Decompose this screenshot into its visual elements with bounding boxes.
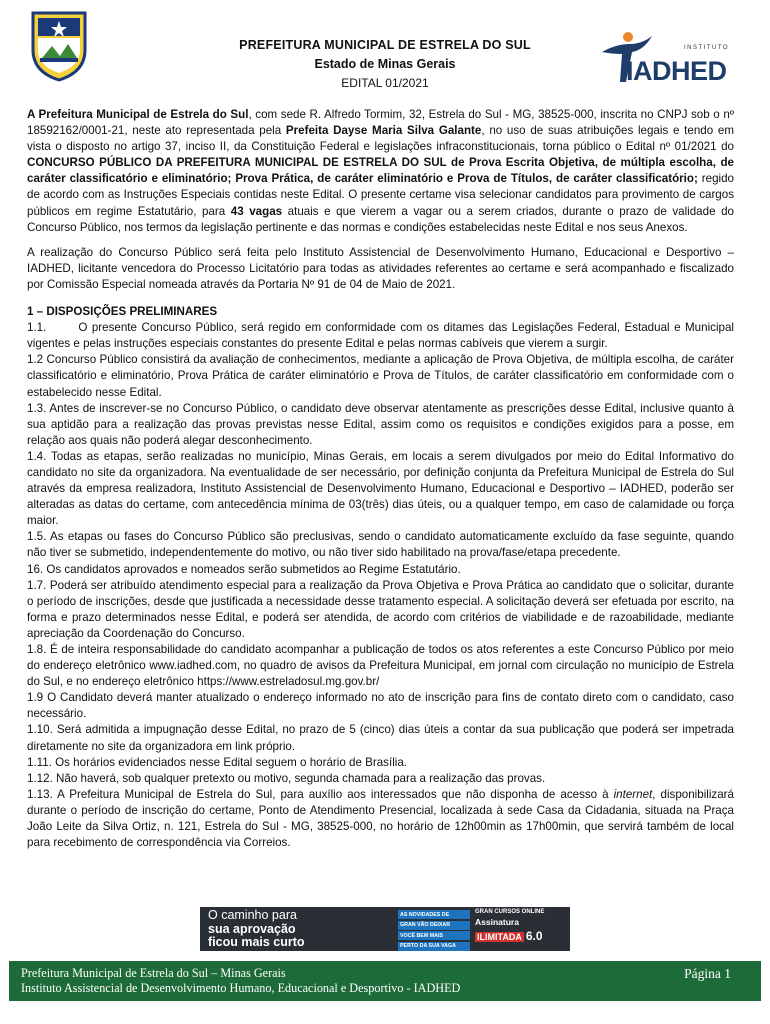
item-text: , disponibilizará durante o período de inscrição do certame, Ponto de Atendimento Presencial, localizada à sede Casa da Cidadania, situada na Praça João Leite da Silva Ortiz, n. 121, Estrela do Sul - MG, 38525-000, no horário de 12h00min as 17h00min, que servirá também de local para recebimento de correspondência via Correios. [27,787,734,850]
item-1-3: 1.3. Antes de inscrever-se no Concurso Público, o candidato deve observar atentamente as prescrições desse Edital, inclusive quanto à sua aptidão para a realização das provas previstas nesse Edital, assim como os requisitos e condições exigidos para a posse, em relação aos quais não poderá alegar desconhecimento. [27,401,734,447]
logo-instituto-text: INSTITUTO [684,45,730,51]
item-1-8: 1.8. É de inteira responsabilidade do candidato acompanhar a publicação de todos os atos referentes a este Concurso Público por meio do endereço eletrônico www.iadhed.com, no quadro de avisos da Prefeitura Municipal, em jornal com circulação no município de Estrela do Sul, e no endereço eletrônico https://www.estreladosul.mg.gov.br/ [27,643,734,689]
municipal-crest-logo [30,10,88,82]
header-title: PREFEITURA MUNICIPAL DE ESTRELA DO SUL [239,38,531,52]
ad-line-3: ficou mais curto [208,935,305,949]
organizer-paragraph: A realização do Concurso Público será feita pelo Instituto Assistencial de Desenvolvimento Humano, Educacional e Desportivo – IADHED, licitante vencedora do Processo Licitatório para todas as atividades referentes ao certame e será acompanhado e fiscalizado por Comissão Especial nomeada através da Portaria Nº 91 de 04 de Maio de 2021. [27,245,734,291]
item-number: 1.1. [27,321,47,335]
item-1-4: 1.4. Todas as etapas, serão realizadas no município, Minas Gerais, em locais a serem divulgados por meio do Edital Informativo do candidato no site da organizadora. Na eventualidade de ser necessário, por definição conjunta da Prefeitura Municipal de Estrela do Sul através da empresa realizadora, Instituto Assistencial de Desenvolvimento Humano, Educacional e Desportivo – IADHED, poderão ser alteradas as datas do certame, com antecedência mínima de 03(três) dias úteis, ou a qualquer tempo, em caso de calamidade ou força maior. [27,449,734,528]
ad-offer [475,909,567,945]
item-1-2: 1.2 Concurso Público consistirá da avaliação de conhecimentos, mediante a aplicação de Prova Objetiva, de múltipla escolha, de caráter classificatório e eliminatório, Prova Prática de caráter eliminatório e Prova de Títulos, de caráter classificatório em conformidade com o estabelecido nesse Edital. [27,353,734,399]
ad-tags [398,910,470,951]
intro-entity: A Prefeitura Municipal de Estrela do Sul [27,108,249,121]
ad-headline [208,909,305,950]
section-title: 1 – DISPOSIÇÕES PRELIMINARES [27,305,218,319]
item-1-1 [27,320,734,352]
header-edital: EDITAL 01/2021 [341,76,429,90]
item-text: 1.13. A Prefeitura Municipal de Estrela do Sul, para auxílio aos interessados que não disponha de acesso à [27,787,614,801]
ad-tag: GRAN VÃO DEIXAR [398,921,470,930]
footer-line-1: Prefeitura Municipal de Estrela do Sul – Minas Gerais [21,966,286,980]
item-text: O presente Concurso Público, será regido em conformidade com os ditames das Legislações Federal, Estadual e Municipal vigentes e pelas instruções especiais constantes do presente Edital e pelas normas cabíveis que vierem a surgir. [27,321,734,351]
item-1-13 [27,787,734,851]
ad-brand: GRAN CURSOS ONLINE [475,909,545,915]
footer-line-2: Instituto Assistencial de Desenvolvimento Humano, Educacional e Desportivo - IADHED [21,981,461,995]
item-1-7: 1.7. Poderá ser atribuído atendimento especial para a realização da Prova Objetiva e Prova Prática ao candidato que o solicitar, durante o período de inscrições, desde que justificada a necessidade desse tratamento especial. A solicitação deverá ser efetuada por escrito, na forma e prazo determinados nesse Edital, e poderá ser atendida, de acordo com critérios de viabilidade e de razoabilidade, mediante apreciação da Coordenação do Concurso. [27,578,734,640]
ad-line-1: O caminho para [208,908,297,922]
intro-contest: CONCURSO PÚBLICO DA PREFEITURA MUNICIPAL DE ESTRELA DO SUL de Prova Escrita Objetiva, de múltipla escolha, de caráter classificatório e eliminatório; Prova Prática, de caráter eliminatório e Prova de Títulos, de caráter classificatório; [27,156,734,186]
intro-text-4: atuais e que vierem a vagar ou a serem criados, durante o prazo de validade do Concurso Público, nos termos da legislação pertinente e das normas e condições estabelecidas neste Edital e nos seus Anexos. [27,204,734,234]
intro-text-3: regido de acordo com as Instruções Especiais contidas neste Edital. O presente certame visa selecionar candidatos para provimento de cargos públicos em regime Estatutário, para [27,172,735,218]
intro-text-2: , no uso de suas atribuições legais e tendo em vista o disposto no artigo 37, inciso II, da Constituição Federal e legislações infraconstitucionais, torna público o Edital nº 01/2021 do [27,124,734,154]
page-number: Página 1 [684,966,731,981]
edital-body [27,107,734,851]
intro-text-1: , com sede R. Alfredo Tormim, 32, Estrela do Sul - MG, 38525-000, inscrita no CNPJ sob o nº 18592162/0001-21, neste ato representada pela [27,108,734,138]
ad-version: 6.0 [525,929,543,943]
item-1-6: 16. Os candidatos aprovados e nomeados serão submetidos ao Regime Estatutário. [27,562,461,576]
ad-tag: PERTO DA SUA VAGA [398,942,470,951]
ad-tag: VOCÊ BEM MAIS [398,931,470,940]
page-footer [9,961,761,1001]
header-state: Estado de Minas Gerais [314,57,456,71]
item-internet: internet [613,787,653,801]
item-1-11: 1.11. Os horários evidenciados nesse Edital seguem o horário de Brasília. [27,755,408,769]
item-1-9: 1.9 O Candidato deverá manter atualizado o endereço informado no ato de inscrição para fins de contato direto com o candidato, caso necessário. [27,691,734,721]
ad-line-2: sua aprovação [208,921,296,936]
logo-iadhed-text: IADHED [626,56,727,86]
item-1-12: 1.12. Não haverá, sob qualquer pretexto ou motivo, segunda chamada para a realização das provas. [27,771,546,785]
intro-vacancies: 43 vagas [230,204,283,218]
item-1-10: 1.10. Será admitida a impugnação desse Edital, no prazo de 5 (cinco) dias úteis a contar da sua publicação que poderá ser impetrada diretamente no site da organizadora em link próprio. [27,723,734,753]
intro-mayor: Prefeita Dayse Maria Silva Galante [285,124,482,138]
iadhed-logo [596,30,734,86]
intro-paragraph [27,107,734,236]
item-1-5: 1.5. As etapas ou fases do Concurso Público são preclusivas, sendo o candidato automaticamente excluído da fase seguinte, quando não tiver se submetido, independentemente do motivo, ou não tiver sido habilitado na prova/fase/etapa precedente. [27,530,734,560]
ad-banner[interactable] [200,907,570,951]
ad-assinatura: Assinatura [475,917,519,927]
ad-tag: AS NOVIDADES DE [398,910,470,919]
ad-ilimitada: ILIMITADA [477,932,522,942]
